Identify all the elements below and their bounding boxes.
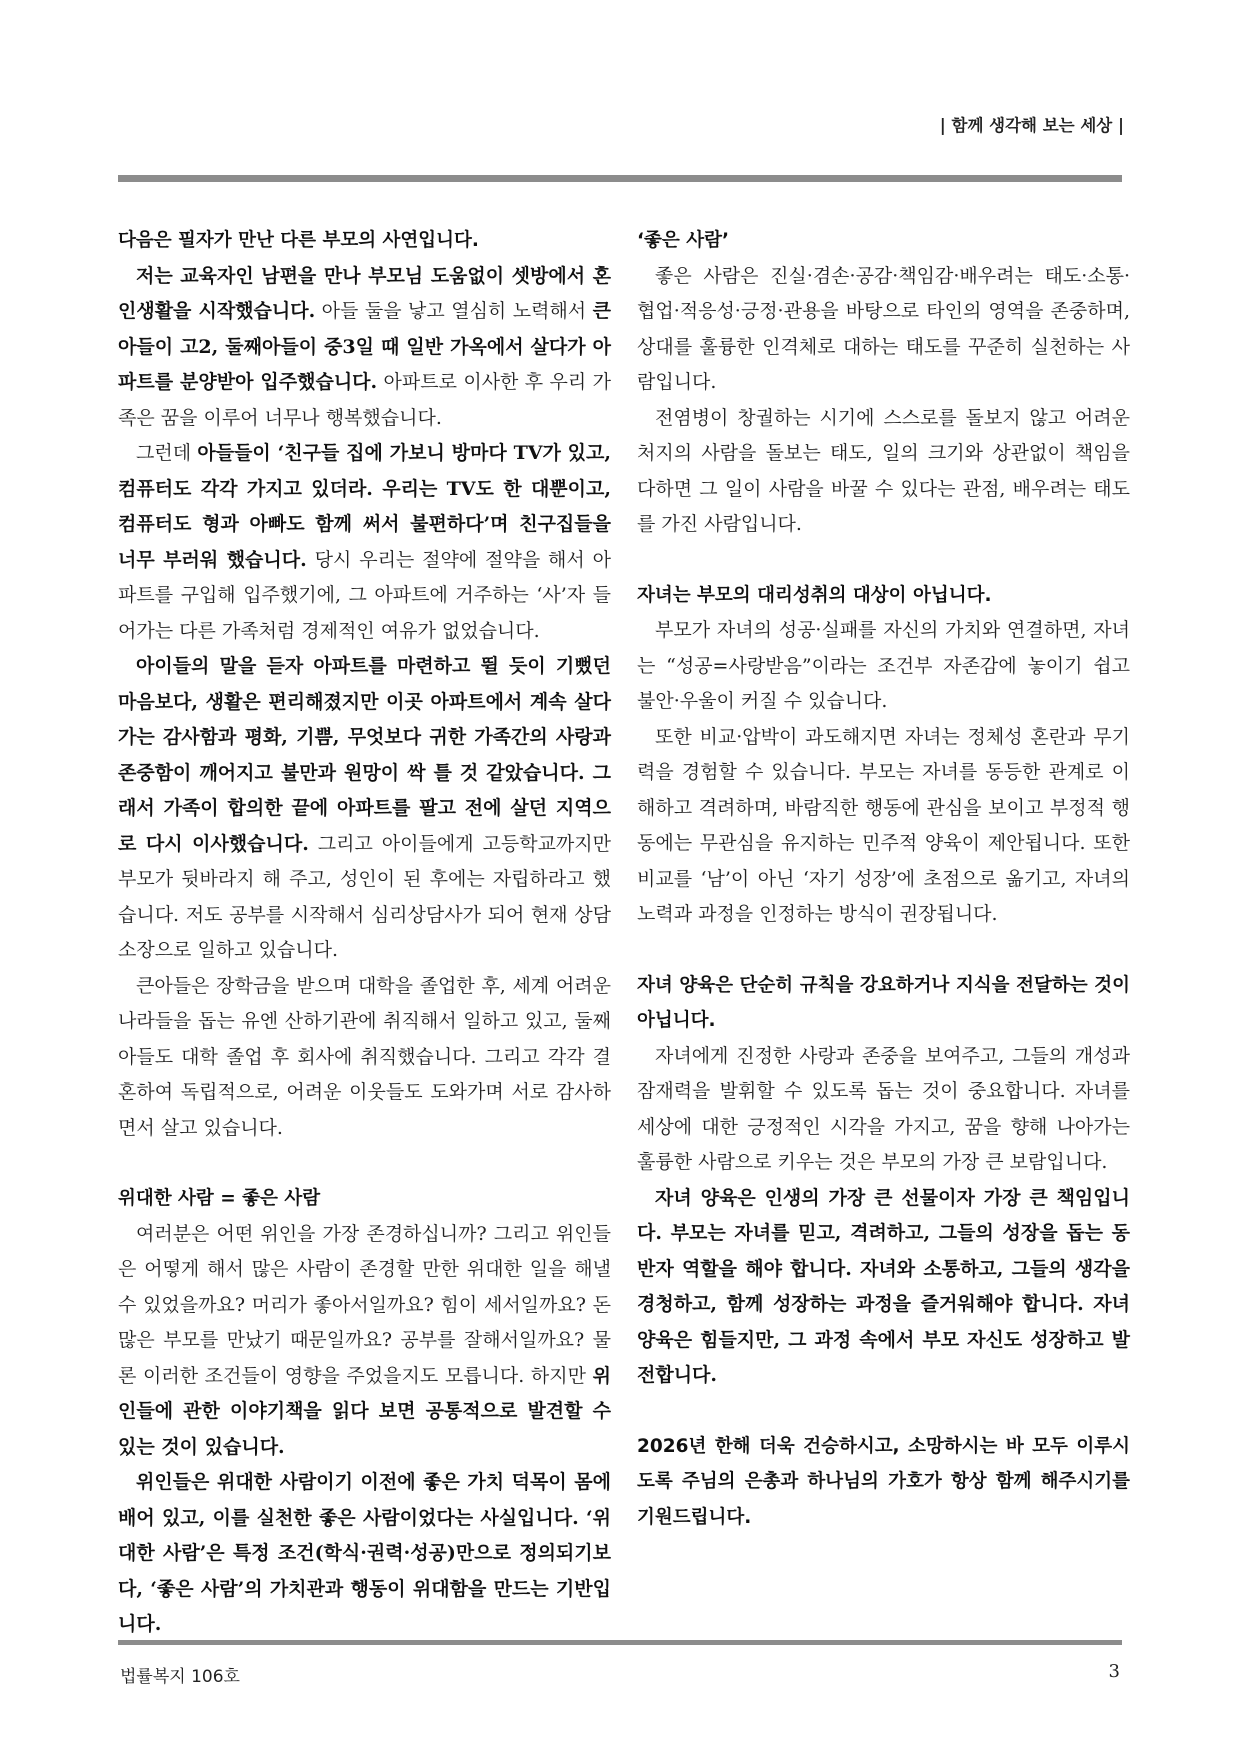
story-paragraph-4: 큰아들은 장학금을 받으며 대학을 졸업한 후, 세계 어려운 나라들을 돕는 유엔 산하기관에 취직해서 일하고 있고, 둘째 아들도 대학 졸업 후 회사에 취직했습니다. 그리고 각각 결혼하여 독립적으로, 어려운 이웃들도 도와가며 서로 감사하면서 살고 있습니다. [118,974,611,1139]
great-person-paragraph-2 [118,1465,611,1643]
great-person-bold-1: 위인들에 관한 이야기책을 읽다 보면 공통적으로 발견할 수 있는 것이 있습니다. [118,1364,611,1458]
parenting-paragraph-2 [637,1181,1130,1394]
proxy-achievement-paragraph-2: 또한 비교·압박이 과도해지면 자녀는 정체성 혼란과 무기력을 경험할 수 있습니다. 부모는 자녀를 동등한 관계로 이해하고 격려하며, 바람직한 행동에 관심을 보이고 부정적 행동에는 무관심을 유지하는 민주적 양육이 제안됩니다. 또한 비교를 ‘남’이 아닌 ‘자기 성장’에 초점으로 옮기고, 자녀의 노력과 과정을 인정하는 방식이 권장됩니다. [637,725,1130,925]
section-label: | 함께 생각해 보는 세상 | [939,116,1124,135]
publication-label: 법률복지 106호 [120,1667,240,1687]
story-1-text-2: 아파트로 이사한 후 우리 가족은 꿈을 이루어 너무나 행복했습니다. [118,371,612,429]
story-paragraph-3 [118,649,611,969]
story-paragraph-1 [118,259,611,437]
story-2-bold-1: 아들들이 ‘친구들 집에 가보니 방마다 TV가 있고, 컴퓨터도 각각 가지고 있더라. 우리는 TV도 한 대뿐이고, 컴퓨터도 형과 아빠도 함께 써서 불편하다’며 친구집들을 너무 부러워 했습니다. [118,442,612,571]
parenting-heading: 자녀 양육은 단순히 규칙을 강요하거나 지식을 전달하는 것이 아닙니다. [637,974,1130,1031]
great-person-heading: 위대한 사람 = 좋은 사람 [118,1188,321,1209]
page-number: 3 [1108,1661,1120,1682]
right-column [637,223,1130,1535]
proxy-achievement-heading: 자녀는 부모의 대리성취의 대상이 아닙니다. [637,584,992,606]
story-3-text-1: 그리고 아이들에게 고등학교까지만 부모가 뒷바라지 해 주고, 성인이 된 후에는 자립하라고 했습니다. 저도 공부를 시작해서 심리상담사가 되어 현재 상담소장으로 일하고 있습니다. [118,832,611,961]
parenting-bold: 자녀 양육은 인생의 가장 큰 선물이자 가장 큰 책임입니다. 부모는 자녀를 믿고, 격려하고, 그들의 성장을 돕는 동반자 역할을 해야 합니다. 자녀와 소통하고, 그들의 생각을 경청하고, 함께 성장하는 과정을 즐거워해야 합니다. 자녀 양육은 힘들지만, 그 과정 속에서 부모 자신도 성장하고 발전합니다. [637,1186,1130,1386]
great-person-text-1: 여러분은 어떤 위인을 가장 존경하십니까? 그리고 위인들은 어떻게 해서 많은 사람이 존경할 만한 위대한 일을 해낼 수 있었을까요? 머리가 좋아서일까요? 힘이 세서일까요? 돈 많은 부모를 만났기 때문일까요? 공부를 잘해서일까요? 물론 이러한 조건들이 영향을 주었을지도 모릅니다. 하지만 [118,1222,611,1387]
header-divider [118,175,1122,182]
story-1-bold-2: 큰아들이 고2, 둘째아들이 중3일 때 일반 가옥에서 살다가 아파트를 분양받아 입주했습니다. [118,300,611,393]
story-paragraph-2 [118,436,611,649]
closing-paragraph: 2026년 한해 더욱 건승하시고, 소망하시는 바 모두 이루시도록 주님의 은총과 하나님의 가호가 항상 함께 해주시기를 기원드립니다. [637,1435,1130,1528]
story-1-bold-1: 저는 교육자인 남편을 만나 부모님 도움없이 셋방에서 혼인생활을 시작했습니다. [118,264,611,322]
story-2-text-1: 그런데 [136,442,198,464]
footer-divider [118,1640,1122,1645]
good-person-heading: ‘좋은 사람’ [637,230,729,251]
story-3-bold-1: 아이들의 말을 듣자 아파트를 마련하고 뛸 듯이 기뻤던 마음보다, 생활은 편리해졌지만 이곳 아파트에서 계속 살다가는 감사함과 평화, 기쁨, 무엇보다 귀한 가족간의 사랑과 존중함이 깨어지고 불만과 원망이 싹 틀 것 같았습니다. 그래서 가족이 합의한 끝에 아파트를 팔고 전에 살던 지역으로 다시 이사했습니다. [118,655,611,855]
parenting-paragraph-1: 자녀에게 진정한 사랑과 존중을 보여주고, 그들의 개성과 잠재력을 발휘할 수 있도록 돕는 것이 중요합니다. 자녀를 세상에 대한 긍정적인 시각을 가지고, 꿈을 향해 나아가는 훌륭한 사람으로 키우는 것은 부모의 가장 큰 보람입니다. [637,1044,1130,1173]
story-2-text-2: 당시 우리는 절약에 절약을 해서 아파트를 구입해 입주했기에, 그 아파트에 거주하는 ‘사’자 들어가는 다른 가족처럼 경제적인 여유가 없었습니다. [118,548,612,642]
intro-heading: 다음은 필자가 만난 다른 부모의 사연입니다. [118,230,479,251]
great-person-paragraph-1 [118,1217,611,1466]
good-person-paragraph-2: 전염병이 창궐하는 시기에 스스로를 돌보지 않고 어려운 처지의 사람을 돌보는 태도, 일의 크기와 상관없이 책임을 다하면 그 일이 사람을 바꿀 수 있다는 관점, 배우려는 태도를 가진 사람입니다. [637,406,1130,535]
great-person-bold-2: 위인들은 위대한 사람이기 이전에 좋은 가치 덕목이 몸에 배어 있고, 이를 실천한 좋은 사람이었다는 사실입니다. ‘위대한 사람’은 특정 조건(학식·권력·성공)만으로 정의되기보다, ‘좋은 사람’의 가치관과 행동이 위대함을 만드는 기반입니다. [118,1471,611,1635]
left-column [118,223,611,1643]
proxy-achievement-paragraph-1: 부모가 자녀의 성공·실패를 자신의 가치와 연결하면, 자녀는 “성공=사랑받음”이라는 조건부 자존감에 놓이기 쉽고 불안·우울이 커질 수 있습니다. [637,619,1130,712]
story-1-text-1: 아들 둘을 낳고 열심히 노력해서 [315,300,593,322]
good-person-paragraph-1: 좋은 사람은 진실·겸손·공감·책임감·배우려는 태도·소통·협업·적응성·긍정·관용을 바탕으로 타인의 영역을 존중하며, 상대를 훌륭한 인격체로 대하는 태도를 꾸준히 실천하는 사람입니다. [637,264,1130,393]
